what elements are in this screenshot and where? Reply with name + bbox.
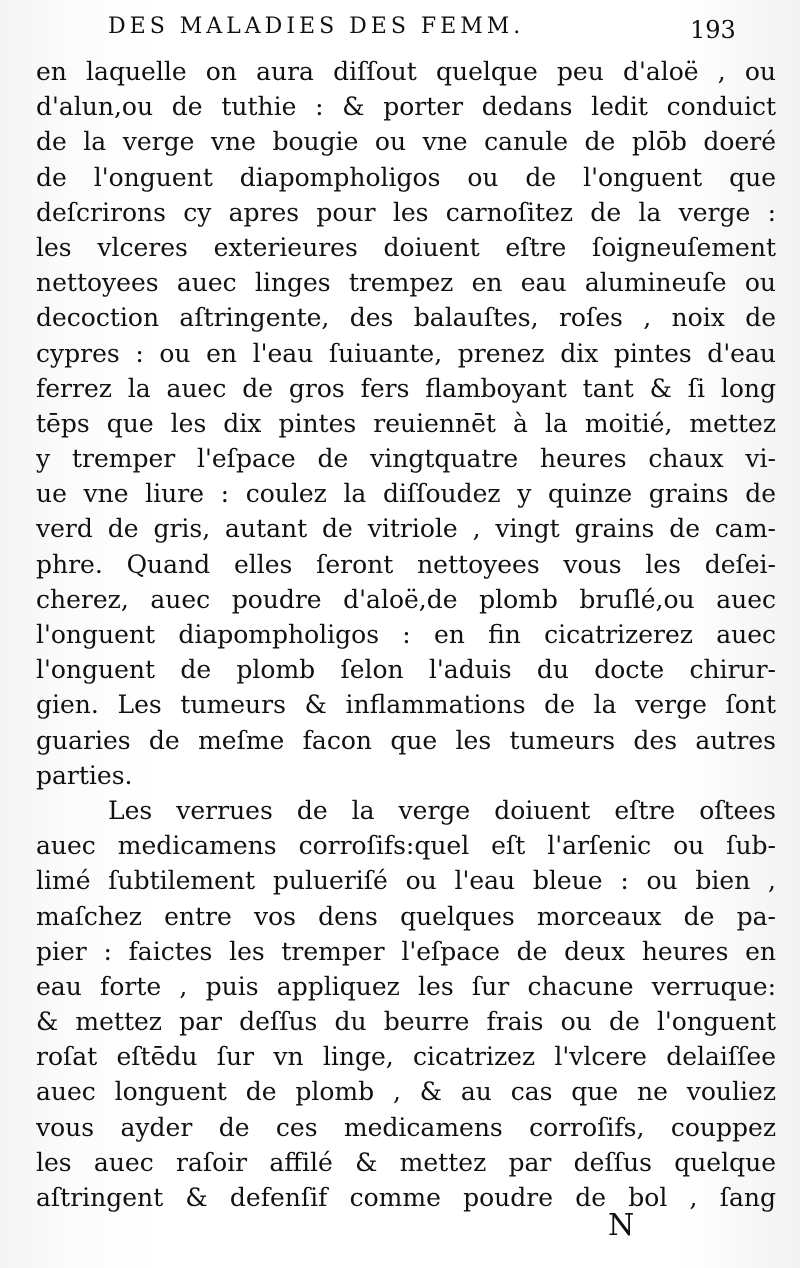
text-line: pier : faictes les tremper l'eſpace de deux heures en	[36, 936, 776, 966]
text-line: decoction aſtringente, des balauſtes, roſes , noix de	[36, 303, 776, 333]
running-head: DES MALADIES DES FEMM.	[108, 14, 525, 39]
text-line: tēps que les dix pintes reuiennēt à la moitié, mettez	[36, 408, 776, 438]
text-line: verd de gris, autant de vitriole , vingt grains de cam-	[36, 514, 776, 544]
text-line: vous ayder de ces medicamens corroſifs, couppez	[36, 1112, 776, 1142]
text-line: auec medicamens corroſifs:quel eſt l'arſenic ou ſub-	[36, 831, 776, 861]
text-line: cherez, auec poudre d'aloë,de plomb bruſlé,ou auec	[36, 584, 776, 614]
text-line: de l'onguent diapompholigos ou de l'onguent que	[36, 162, 776, 192]
text-line: nettoyees auec linges trempez en eau alumineuſe ou	[36, 268, 776, 298]
text-line: ue vne liure : coulez la diſſoudez y quinze grains de	[36, 479, 776, 509]
text-line: de la verge vne bougie ou vne canule de plōb doeré	[36, 127, 776, 157]
text-line: ferrez la auec de gros fers flamboyant tant & ſi long	[36, 373, 776, 403]
text-line: limé ſubtilement pulueriſé ou l'eau bleue : ou bien ,	[36, 866, 776, 896]
text-line: l'onguent de plomb ſelon l'aduis du docte chirur-	[36, 655, 776, 685]
text-line: les vlceres exterieures doiuent eſtre ſoigneuſement	[36, 232, 776, 262]
text-line: cypres : ou en l'eau ſuiuante, prenez dix pintes d'eau	[36, 338, 776, 368]
text-line: & mettez par deſſus du beurre frais ou de l'onguent	[36, 1007, 776, 1037]
text-line: aſtringent & defenſif comme poudre de bol , ſang	[36, 1183, 776, 1212]
text-line: parties.	[36, 760, 133, 790]
text-line: d'alun,ou de tuthie : & porter dedans ledit conduict	[36, 92, 776, 122]
text-line: y tremper l'eſpace de vingtquatre heures chaux vi-	[36, 444, 776, 474]
text-line: les auec raſoir affilé & mettez par deſſus quelque	[36, 1147, 776, 1177]
text-line: eau forte , puis appliquez les ſur chacune verruque:	[36, 971, 776, 1001]
text-line: gien. Les tumeurs & inflammations de la verge ſont	[36, 690, 776, 720]
text-line: auec longuent de plomb , & au cas que ne vouliez	[36, 1077, 776, 1107]
text-line: en laquelle on aura diſſout quelque peu d'aloë , ou	[36, 57, 776, 86]
text-line: roſat eſtēdu ſur vn linge, cicatrizez l'vlcere delaiſſee	[36, 1042, 776, 1072]
text-line: l'onguent diapompholigos : en fin cicatrizerez auec	[36, 620, 776, 649]
signature-mark: N	[608, 1208, 635, 1243]
body-text	[36, 54, 776, 1215]
text-line: maſchez entre vos dens quelques morceaux de pa-	[36, 901, 776, 931]
text-line: phre. Quand elles ſeront nettoyees vous les deſei-	[36, 549, 776, 579]
text-line: guaries de meſme facon que les tumeurs des autres	[36, 725, 776, 755]
text-line: deſcrirons cy apres pour les carnoſitez de la verge :	[36, 197, 776, 227]
text-line: Les verrues de la verge doiuent eſtre oſtees	[108, 795, 776, 825]
page-number: 193	[690, 16, 736, 44]
